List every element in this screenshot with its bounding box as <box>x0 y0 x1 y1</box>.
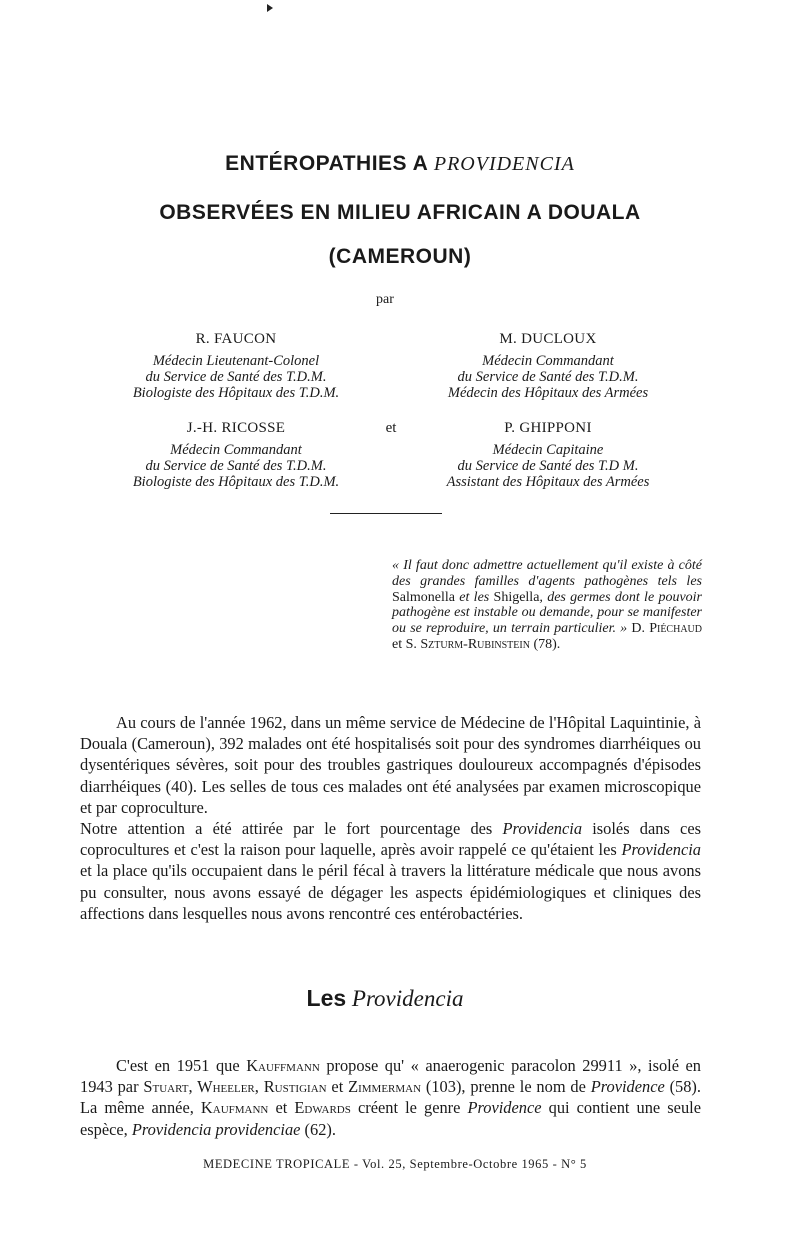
epigraph-text: et <box>392 636 406 652</box>
intro-text <box>80 712 701 924</box>
author-block <box>412 420 684 490</box>
author-role: du Service de Santé des T.D.M. <box>457 369 639 385</box>
text-run: qui contient une seule espèce, <box>80 1098 701 1139</box>
divider <box>330 513 442 514</box>
author-block <box>100 420 372 490</box>
author-block <box>412 331 684 401</box>
title-prefix: ENTÉROPATHIES A <box>225 152 428 175</box>
author-ref: Zimmerman <box>348 1077 422 1097</box>
text-run: (62). <box>300 1119 336 1139</box>
by-label: par <box>376 292 394 307</box>
printer-mark-icon <box>266 4 274 12</box>
epigraph-text: « Il faut donc admettre actuellement qu'il existe à côté des grandes familles d'agents pathogènes tels les <box>392 558 702 589</box>
paragraph <box>80 1055 701 1140</box>
section-heading-italic: Providencia <box>351 986 464 1011</box>
author-ref: Kaufmann <box>200 1098 269 1118</box>
text-run: et <box>326 1077 349 1097</box>
author-name: M. DUCLOUX <box>499 331 597 347</box>
section-heading-bold: Les <box>306 985 347 1011</box>
text-run: C'est en 1951 que <box>116 1056 247 1075</box>
author-name: R. FAUCON <box>195 331 277 347</box>
and-label: et <box>385 420 397 436</box>
author-ref: Edwards <box>294 1098 351 1118</box>
paragraph <box>80 818 701 924</box>
author-role: Biologiste des Hôpitaux des T.D.M. <box>132 474 340 490</box>
text-run: (58). La même année, <box>80 1077 701 1118</box>
text-run: isolés dans ces coprocultures et c'est la raison pour laquelle, après avoir rappelé ce qu'étaient les <box>80 819 701 860</box>
epigraph-genus: Shigella <box>493 589 540 605</box>
epigraph-ref: (78). <box>529 636 561 652</box>
epigraph-genus: Salmonella <box>392 589 455 605</box>
author-role: Médecin Commandant <box>482 353 614 369</box>
italic-term: Providence <box>590 1077 665 1097</box>
section-text <box>80 1055 701 1140</box>
journal-footer: MEDECINE TROPICALE - Vol. 25, Septembre-Octobre 1965 - N° 5 <box>203 1157 587 1171</box>
author-role: Biologiste des Hôpitaux des T.D.M. <box>132 385 340 401</box>
author-role: Médecin Commandant <box>170 442 302 458</box>
author-role: Assistant des Hôpitaux des Armées <box>446 474 650 490</box>
title-line-3: (CAMEROUN) <box>328 245 472 268</box>
text-run: créent le genre <box>350 1098 468 1118</box>
author-role: Médecin des Hôpitaux des Armées <box>447 385 649 401</box>
text-run: propose qu' « anaerogenic paracolon 29911 », isolé en 1943 par <box>80 1056 702 1097</box>
author-role: du Service de Santé des T.D M. <box>457 458 639 474</box>
italic-term: Providencia providenciae <box>131 1119 301 1139</box>
section-heading <box>0 985 770 1012</box>
author-role: du Service de Santé des T.D.M. <box>145 458 327 474</box>
title-line-2: OBSERVÉES EN MILIEU AFRICAIN A DOUALA <box>159 201 641 224</box>
text-run: et la place qu'ils occupaient dans le péril fécal à travers la littérature médicale que nous avons pu consulter, nous avons essayé de dégager les aspects épidémiologiques et cliniques des affections dans lesquelles nous avons rencontré ces entérobactéries. <box>80 861 701 923</box>
paragraph: Au cours de l'année 1962, dans un même service de Médecine de l'Hôpital Laquintinie, à Douala (Cameroun), 392 malades ont été hospitalisés soit pour des syndromes diarrhéiques ou dysentériques sévères, soit pour des troubles gastriques douloureux accompagnés d'épisodes diarrhéiques (40). Les selles de tous ces malades ont été analysées par examen microscopique et par coproculture. <box>80 713 701 817</box>
author-ref: Kauffmann <box>246 1056 320 1075</box>
author-role: Médecin Lieutenant-Colonel <box>152 353 320 369</box>
epigraph-author: D. Piéchaud <box>631 621 702 637</box>
author-name: P. GHIPPONI <box>504 420 592 436</box>
author-role: du Service de Santé des T.D.M. <box>145 369 327 385</box>
author-ref: Stuart, Wheeler, Rustigian <box>143 1077 327 1097</box>
title-line-1 <box>0 152 800 176</box>
author-block <box>100 331 372 401</box>
epigraph <box>392 558 702 653</box>
italic-term: Providencia <box>502 819 583 839</box>
title-italic: PROVIDENCIA <box>433 153 575 175</box>
text-run: (103), prenne le nom de <box>421 1077 591 1097</box>
author-name: J.-H. RICOSSE <box>186 420 286 436</box>
text-run: et <box>268 1098 295 1118</box>
epigraph-author: S. Szturm-Rubinstein <box>405 636 530 652</box>
author-role: Médecin Capitaine <box>492 442 604 458</box>
epigraph-text: et les <box>455 589 494 605</box>
italic-term: Providencia <box>621 840 701 860</box>
epigraph-text: , des germes dont le pouvoir pathogène est instable ou demande, pour se manifester ou se reproduire, un terrain particulier. » <box>392 589 702 637</box>
text-run: Notre attention a été attirée par le fort pourcentage des <box>80 819 503 839</box>
italic-term: Providence <box>467 1098 542 1118</box>
